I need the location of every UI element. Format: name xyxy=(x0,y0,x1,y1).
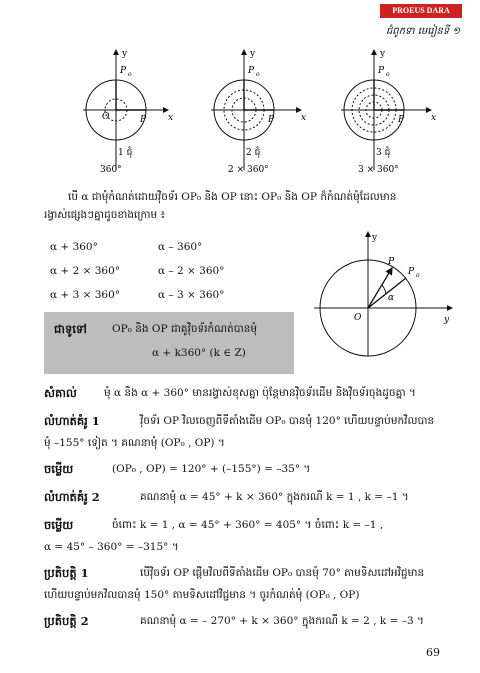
exercise1-line-2: ហើយបន្ទាប់មកវិលបានមុំ 150° តាមទិសដៅវិជ្ជមាន ។ ចូរកំណត់មុំ (OP₀ , OP) xyxy=(44,589,360,601)
figure-one-turn xyxy=(83,49,173,175)
angle-list-3a: α + 3 × 360° xyxy=(50,289,121,301)
fig1-origin-label: O xyxy=(102,112,110,122)
fig1-caption: 360° xyxy=(100,165,122,175)
figure-three-turns xyxy=(341,49,436,175)
angle-fig-x-label: y xyxy=(444,315,450,325)
fig2-x-label: x xyxy=(301,113,307,123)
fig2-p-label: P xyxy=(268,115,275,125)
fig3-x-label: x xyxy=(431,113,437,123)
fig2-p0-label: P xyxy=(248,66,255,76)
brand-label: PROEUS DARA xyxy=(380,4,462,18)
angle-figure xyxy=(312,228,462,358)
answer2-line-2: α = 45° – 360° = –315° ។ xyxy=(44,541,179,553)
answer1-text: (OP₀ , OP) = 120° + (–155°) = –35° ។ xyxy=(112,463,311,475)
exercise1-label: ប្រតិបត្តិ 1 xyxy=(44,566,89,580)
fig1-y-label: y xyxy=(122,49,128,59)
fig2-y-label: y xyxy=(250,49,256,59)
svg-text:o: o xyxy=(386,71,390,78)
angle-list-3b: α – 3 × 360° xyxy=(158,289,225,301)
fig2-turns: 2 ជុំ xyxy=(246,148,261,158)
angle-list-1b: α – 360° xyxy=(158,241,203,253)
answer2-line-1: ចំពោះ k = 1 , α = 45° + 360° = 405° ។ ចំពោះ k = –1 , xyxy=(112,519,384,531)
fig1-p-label: P xyxy=(140,115,147,125)
example2-text: គណនាមុំ α = 45° + k × 360° ក្នុងករណី k = 1 , k = –1 ។ xyxy=(140,491,409,503)
example1-label: លំហាត់គំរូ 1 xyxy=(44,414,100,428)
general-text: OP₀ និង OP ជាគូវ៉ិចទ័រកំណត់បានមុំ xyxy=(112,323,258,335)
fig1-turns: 1 ជុំ xyxy=(118,148,133,158)
fig1-x-label: x xyxy=(168,113,174,123)
angle-list-2b: α – 2 × 360° xyxy=(158,265,225,277)
fig1-p0-label: P xyxy=(120,66,127,76)
angle-fig-origin-label: O xyxy=(354,313,362,323)
figure-two-turns xyxy=(211,49,306,175)
svg-text:o: o xyxy=(416,272,420,279)
intro-line-1: បើ α ជាមុំកំណត់ដោយវ៉ិចទ័រ OP₀ និង OP នោះ OP₀ និង OP ក៏កំណត់មុំដែលមាន xyxy=(68,191,397,203)
page-number: 69 xyxy=(426,646,440,659)
general-formula: α + k360° (k ∈ Z) xyxy=(152,347,246,359)
remark-label: សំគាល់ xyxy=(44,386,77,400)
angle-fig-alpha-label: α xyxy=(388,293,395,303)
angle-fig-p0-label: P xyxy=(408,267,415,277)
angle-fig-y-label: y xyxy=(372,233,378,243)
answer1-label: ចម្លើយ xyxy=(44,462,74,476)
exercise1-line-1: បើវ៉ិចទ័រ OP ផ្ដើមវិលពីទីតាំងដើម OP₀ បានមុំ 70° តាមទិសដៅអវិជ្ជមាន xyxy=(140,567,425,579)
exercise2-label: ប្រតិបត្តិ 2 xyxy=(44,614,89,628)
remark-text: មុំ α និង α + 360° មានរង្វាស់ខុសគ្នា ប៉ុន្តែមានវ៉ិចទ័រដើម និងវ៉ិចទ័រចុងដូចគ្នា ។ xyxy=(104,387,416,399)
answer2-label: ចម្លើយ xyxy=(44,518,74,532)
fig3-y-label: y xyxy=(380,49,386,59)
angle-list-1a: α + 360° xyxy=(50,241,98,253)
angle-list-2a: α + 2 × 360° xyxy=(50,265,121,277)
chapter-label: ជំពូកទា មេរៀនទី ១ xyxy=(385,26,460,37)
fig2-caption: 2 × 360° xyxy=(228,165,269,175)
exercise2-text: គណនាមុំ α = – 270° + k × 360° ក្នុងករណី k = 2 , k = –3 ។ xyxy=(140,615,424,627)
example1-line-1: វ៉ិចទ័រ OP វិលចេញពីទីតាំងដើម OP₀ បានមុំ 120° ហើយបន្ទាប់មកវិលបាន xyxy=(140,415,435,427)
example2-label: លំហាត់គំរូ 2 xyxy=(44,490,100,504)
fig3-p-label: P xyxy=(398,115,405,125)
fig3-p0-label: P xyxy=(378,66,385,76)
svg-text:o: o xyxy=(128,71,132,78)
fig3-caption: 3 × 360° xyxy=(358,165,399,175)
example1-line-2: មុំ –155° ទៀត ។ គណនាមុំ (OP₀ , OP) ។ xyxy=(44,437,225,449)
fig3-turns: 3 ជុំ xyxy=(376,148,391,158)
rotation-figures xyxy=(78,40,458,185)
angle-fig-p-label: P xyxy=(388,257,395,267)
svg-text:o: o xyxy=(256,71,260,78)
general-label: ជាទូទៅ xyxy=(54,322,87,336)
intro-line-2: រង្វាស់ផ្សេងៗគ្នាដូចខាងក្រោម ៖ xyxy=(44,209,166,221)
